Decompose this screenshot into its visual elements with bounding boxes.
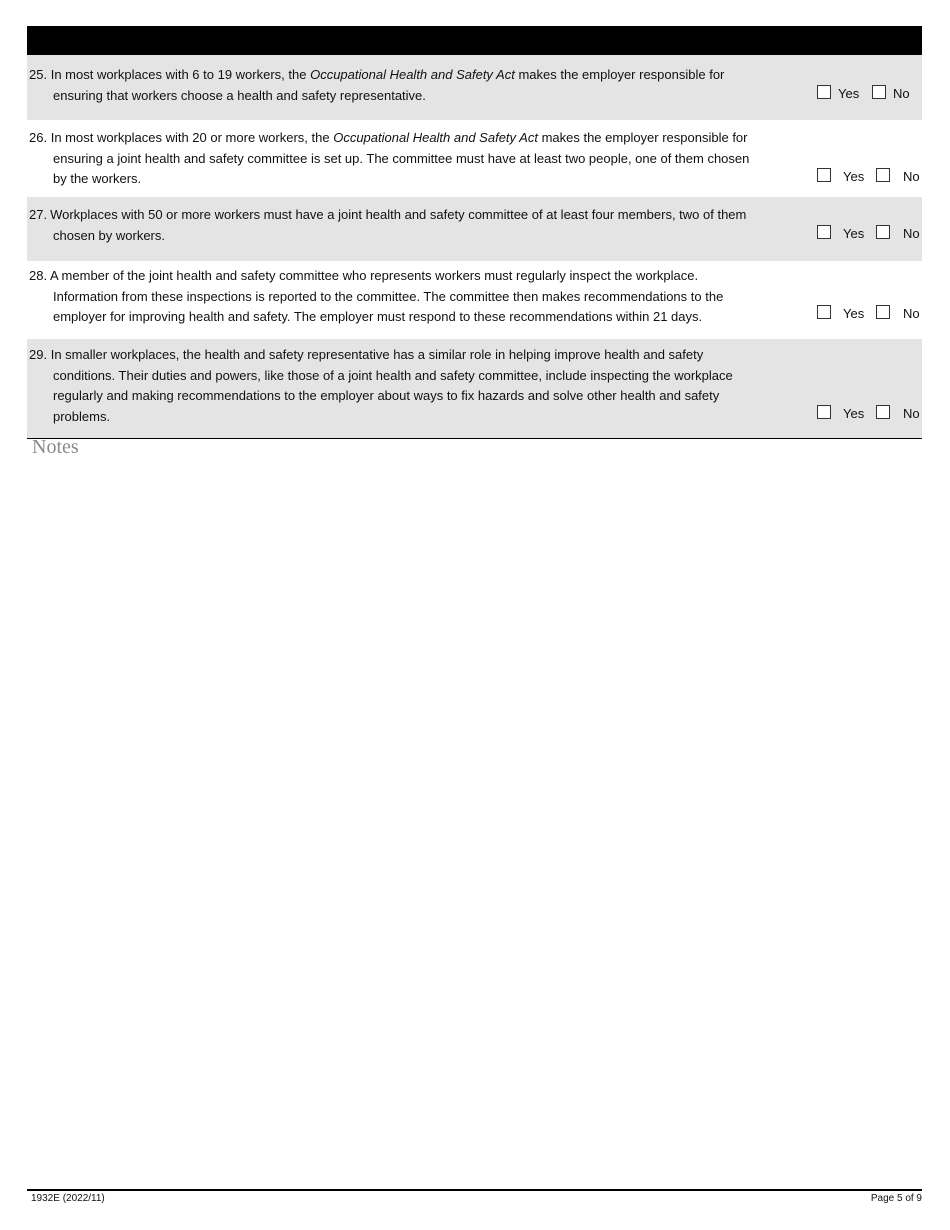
text-run: In smaller workplaces, the health and safety representative has a similar role in helping improve health and safety — [50, 347, 704, 362]
question-line — [29, 266, 809, 287]
question-text — [29, 65, 809, 106]
page-number: Page 5 of 9 — [870, 1193, 922, 1204]
section-header-bar — [27, 26, 922, 55]
no-label: No — [893, 86, 910, 101]
yes-checkbox[interactable] — [817, 305, 831, 319]
answer-group — [817, 225, 922, 243]
yes-label: Yes — [838, 86, 860, 101]
yes-checkbox[interactable] — [817, 405, 831, 419]
no-checkbox[interactable] — [876, 305, 890, 319]
no-label: No — [903, 226, 920, 241]
question-text — [29, 205, 809, 246]
no-checkbox[interactable] — [876, 405, 890, 419]
notes-heading: Notes — [32, 436, 79, 458]
question-row-25 — [27, 55, 922, 120]
yes-checkbox[interactable] — [817, 225, 831, 239]
question-line: regularly and making recommendations to the employer about ways to fix hazards and solve other health and safety — [53, 388, 720, 403]
answer-group — [817, 305, 922, 323]
yes-checkbox[interactable] — [817, 85, 831, 99]
yes-label: Yes — [843, 406, 865, 421]
question-line: by the workers. — [53, 171, 142, 186]
form-code: 1932E (2022/11) — [31, 1193, 105, 1204]
question-line — [29, 65, 809, 86]
answer-group — [817, 405, 922, 423]
question-row-26 — [27, 120, 922, 197]
no-label: No — [903, 406, 920, 421]
question-number: 26. — [29, 130, 48, 145]
act-title: Occupational Health and Safety Act — [310, 67, 515, 82]
question-line: ensuring that workers choose a health and safety representative. — [53, 87, 426, 103]
text-run: In most workplaces with 20 or more workers, the — [50, 130, 334, 145]
question-row-29 — [27, 339, 922, 438]
question-line: ensuring a joint health and safety committee is set up. The committee must have at least two people, one of them chosen — [53, 150, 750, 166]
yes-checkbox[interactable] — [817, 168, 831, 182]
question-line — [29, 128, 809, 149]
question-text — [29, 128, 809, 190]
question-line: Information from these inspections is reported to the committee. The committee then makes recommendations to the — [53, 288, 724, 304]
question-text — [29, 266, 809, 328]
question-line — [29, 345, 809, 366]
no-checkbox[interactable] — [876, 225, 890, 239]
question-number: 27. — [29, 207, 48, 222]
answer-group — [817, 85, 922, 103]
act-title: Occupational Health and Safety Act — [333, 130, 538, 145]
question-number: 25. — [29, 67, 48, 82]
text-run: makes the employer responsible for — [537, 130, 748, 145]
yes-label: Yes — [843, 169, 865, 184]
text-run: In most workplaces with 6 to 19 workers, the — [50, 67, 311, 82]
footer-rule — [27, 1189, 922, 1191]
question-row-28 — [27, 261, 922, 339]
table-bottom-rule — [27, 438, 922, 439]
no-label: No — [903, 306, 920, 321]
question-text — [29, 345, 809, 427]
text-run: makes the employer responsible for — [514, 67, 725, 82]
no-checkbox[interactable] — [876, 168, 890, 182]
text-run: A member of the joint health and safety committee who represents workers must regularly inspect the workplace. — [49, 268, 699, 283]
question-line: conditions. Their duties and powers, like those of a joint health and safety committee, include inspecting the workplace — [53, 367, 733, 383]
question-line: employer for improving health and safety. The employer must respond to these recommendations within 21 days. — [53, 309, 703, 324]
question-number: 29. — [29, 347, 48, 362]
answer-group — [817, 168, 922, 186]
text-run: Workplaces with 50 or more workers must have a joint health and safety committee of at least four members, two of them — [50, 207, 747, 222]
no-label: No — [903, 169, 920, 184]
no-checkbox[interactable] — [872, 85, 886, 99]
question-number: 28. — [29, 268, 48, 283]
question-line: problems. — [53, 408, 111, 424]
question-line: chosen by workers. — [53, 227, 165, 243]
question-line — [29, 205, 809, 226]
question-table — [27, 55, 922, 438]
question-row-27 — [27, 197, 922, 261]
yes-label: Yes — [843, 226, 865, 241]
yes-label: Yes — [843, 306, 865, 321]
